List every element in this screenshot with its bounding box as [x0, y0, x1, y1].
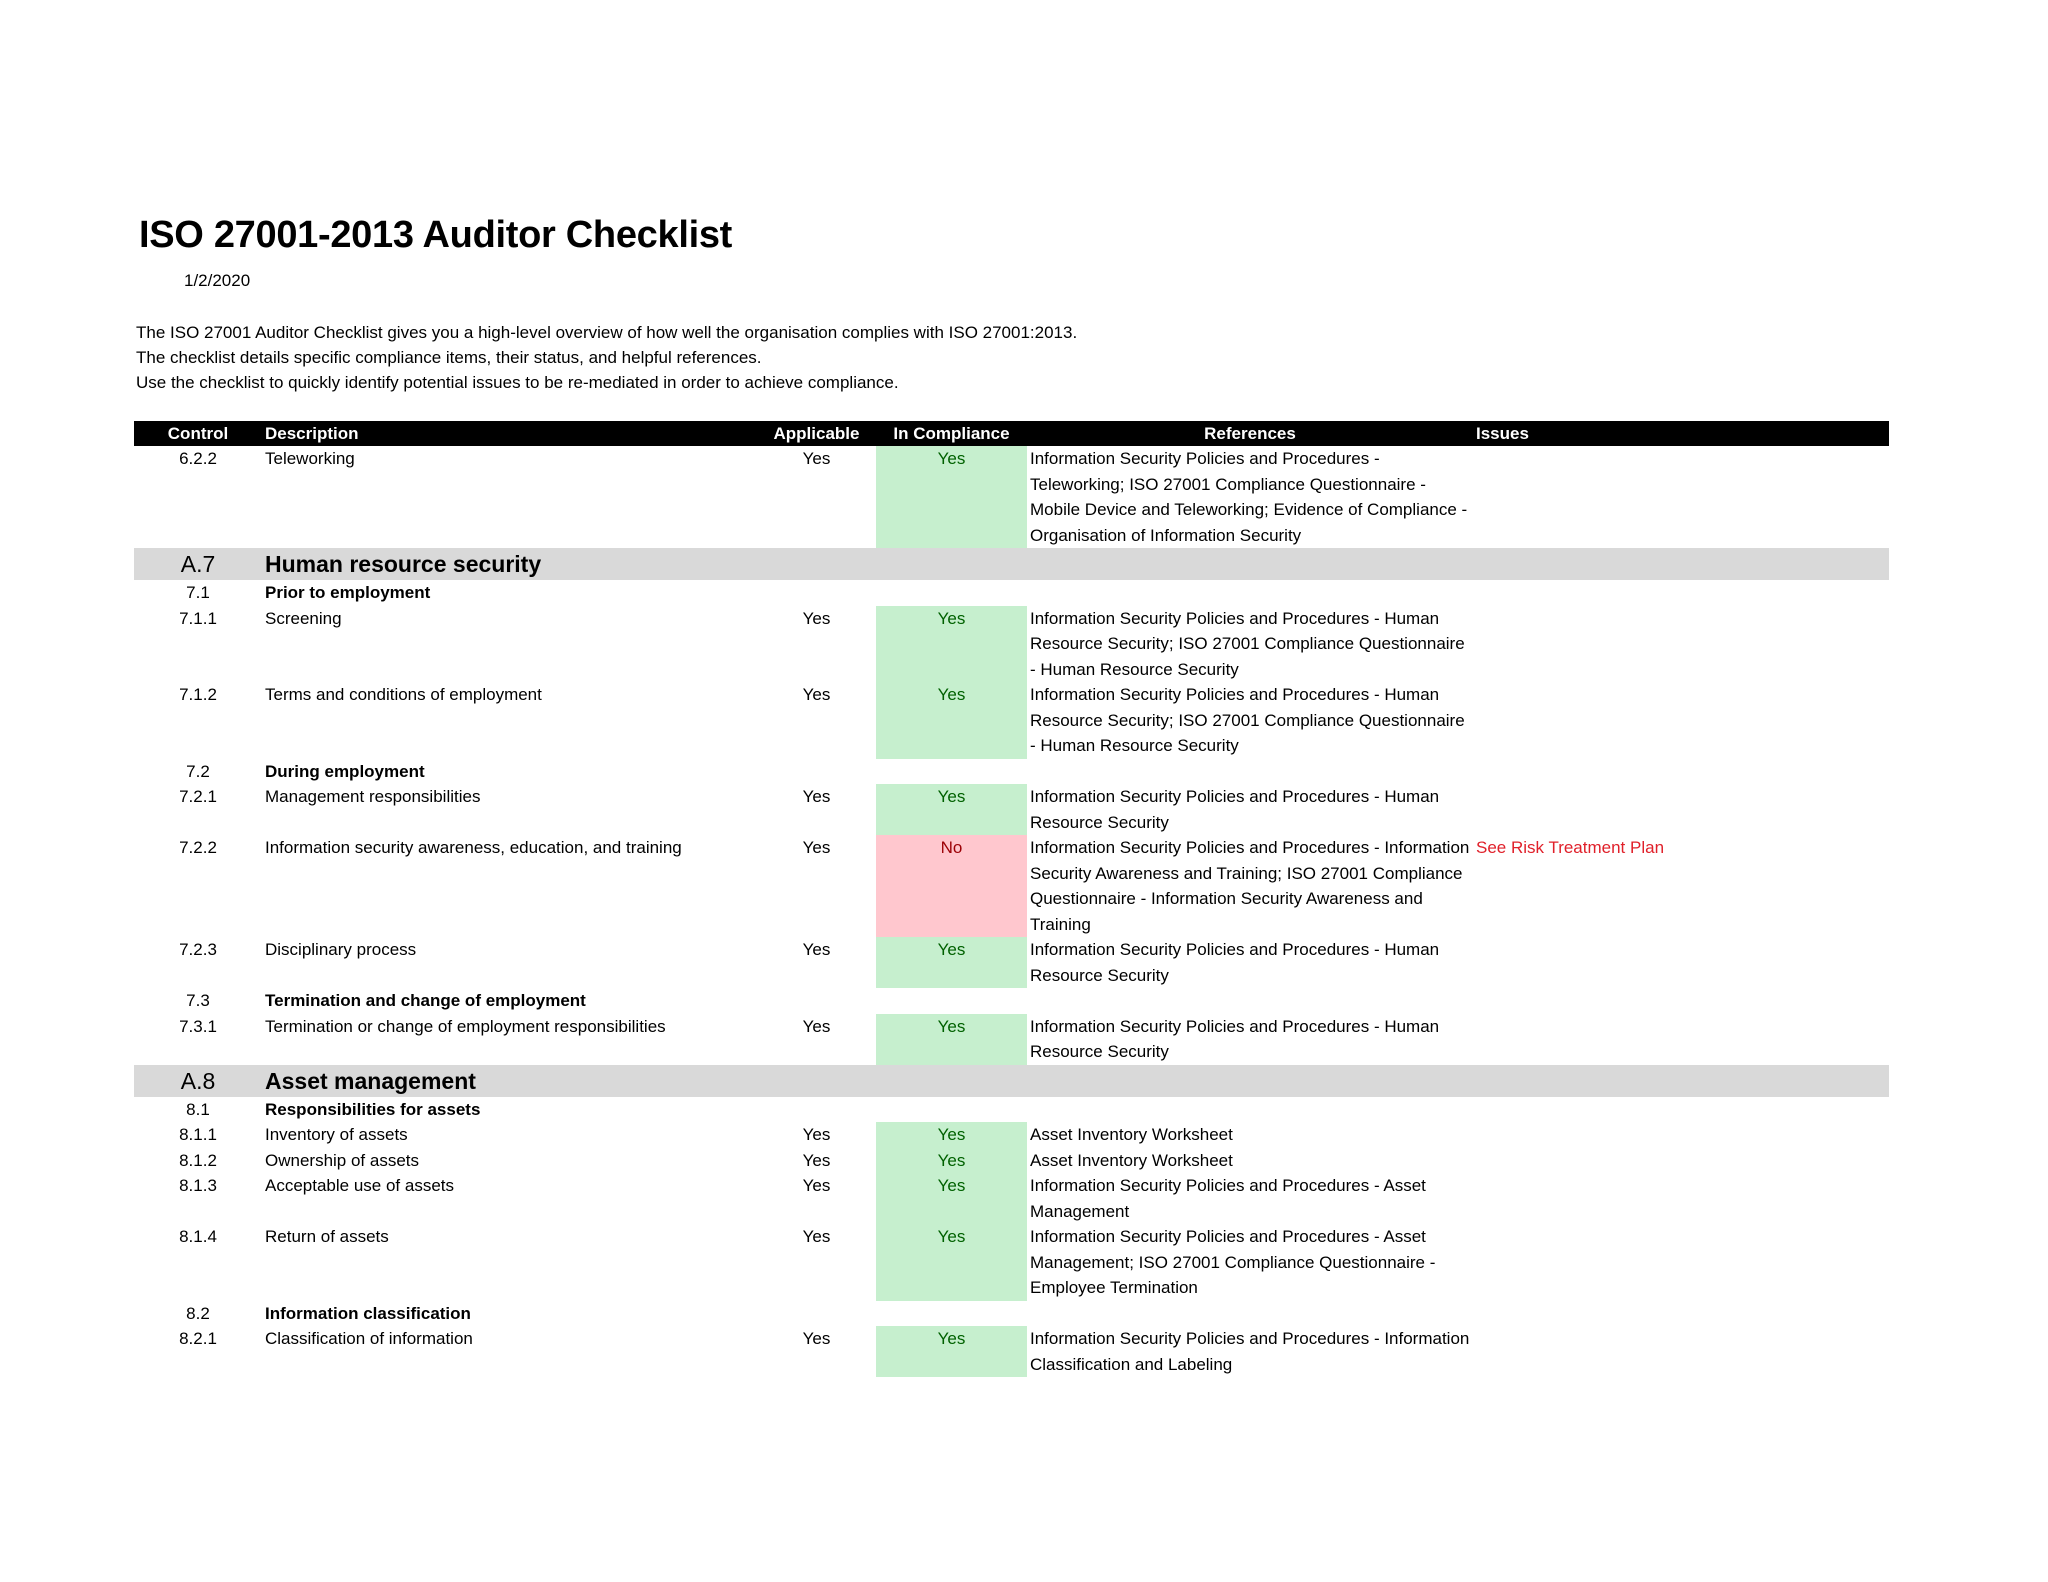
control-id: 8.1.3: [179, 1176, 217, 1195]
subsection-title: Termination and change of employment: [265, 991, 586, 1010]
subsection-control: 7.2: [186, 761, 210, 781]
control-id: 6.2.2: [179, 449, 217, 468]
table-row: [134, 1173, 1889, 1224]
issues-cell: [1473, 682, 1889, 759]
compliance-cell: No: [876, 835, 1027, 937]
compliance-cell: Yes: [876, 1224, 1027, 1301]
applicable-cell: Yes: [802, 1176, 831, 1195]
applicable-cell: Yes: [802, 1016, 831, 1036]
control-id: 8.1.2: [179, 1150, 217, 1170]
issues-cell: [1473, 606, 1889, 683]
applicable-cell: Yes: [802, 685, 831, 704]
references-cell: Information Security Policies and Procedures - Human Resource Security: [1030, 940, 1440, 985]
control-description: Information security awareness, education, and training: [265, 838, 682, 857]
compliance-cell: Yes: [876, 784, 1027, 835]
subsection-row: [134, 1097, 1889, 1123]
applicable-cell: Yes: [802, 1329, 831, 1348]
control-description: Termination or change of employment responsibilities: [265, 1016, 666, 1036]
control-description: Inventory of assets: [265, 1125, 408, 1144]
subsection-control: 7.3: [186, 991, 210, 1010]
table-row: [134, 835, 1889, 937]
applicable-cell: Yes: [802, 940, 831, 959]
intro-line: Use the checklist to quickly identify potential issues to be re-mediated in order to achieve compliance.: [136, 373, 899, 392]
control-description: Screening: [265, 608, 342, 628]
references-cell: Asset Inventory Worksheet: [1030, 1125, 1233, 1144]
references-cell: Information Security Policies and Procedures - Teleworking; ISO 27001 Compliance Questionnaire - Mobile Device and Teleworking; Evidence of Compliance - Organisation of Information Security: [1030, 449, 1468, 545]
references-cell: Information Security Policies and Procedures - Asset Management: [1030, 1176, 1426, 1221]
references-cell: Asset Inventory Worksheet: [1030, 1150, 1233, 1170]
applicable-cell: Yes: [802, 1150, 831, 1170]
compliance-cell: Yes: [876, 1148, 1027, 1174]
compliance-cell: Yes: [876, 682, 1027, 759]
references-cell: Information Security Policies and Procedures - Human Resource Security: [1030, 1016, 1440, 1061]
section-title: Human resource security: [262, 548, 1889, 580]
applicable-cell: Yes: [802, 1125, 831, 1144]
compliance-cell: Yes: [876, 1326, 1027, 1377]
issues-cell: [1473, 1148, 1889, 1174]
applicable-cell: Yes: [802, 787, 831, 806]
subsection-title: Prior to employment: [265, 583, 431, 602]
compliance-cell: Yes: [876, 446, 1027, 548]
checklist-table: [134, 421, 1889, 1377]
subsection-control: 8.2: [186, 1303, 210, 1323]
references-cell: Information Security Policies and Procedures - Human Resource Security: [1030, 787, 1440, 832]
control-description: Terms and conditions of employment: [265, 685, 542, 704]
references-cell: Information Security Policies and Procedures - Asset Management; ISO 27001 Compliance Questionnaire - Employee Termination: [1030, 1227, 1436, 1297]
subsection-control: 8.1: [186, 1099, 210, 1119]
control-id: 7.3.1: [179, 1016, 217, 1036]
references-cell: Information Security Policies and Procedures - Information Security Awareness and Training; ISO 27001 Compliance Questionnaire - Information Security Awareness and Training: [1030, 838, 1470, 934]
references-cell: Information Security Policies and Procedures - Human Resource Security; ISO 27001 Compliance Questionnaire - Human Resource Security: [1030, 685, 1465, 755]
issues-cell: [1473, 937, 1889, 988]
table-row: [134, 1326, 1889, 1377]
control-id: 7.1.1: [179, 608, 217, 628]
section-control: A.7: [134, 548, 262, 580]
control-description: Teleworking: [265, 449, 355, 468]
column-header-applicable: Applicable: [757, 421, 876, 446]
table-header-row: [134, 421, 1889, 446]
issues-cell: [1473, 1122, 1889, 1148]
table-body: [134, 446, 1889, 1377]
table-row: [134, 446, 1889, 548]
control-description: Management responsibilities: [265, 787, 481, 806]
applicable-cell: Yes: [802, 838, 831, 857]
column-header-in-compliance: In Compliance: [876, 421, 1027, 446]
subsection-title: Information classification: [265, 1303, 471, 1323]
issues-cell: [1473, 1326, 1889, 1377]
column-header-references: References: [1027, 421, 1473, 446]
control-id: 8.1.4: [179, 1227, 217, 1246]
compliance-cell: Yes: [876, 1014, 1027, 1065]
column-header-control: Control: [134, 421, 262, 446]
intro-line: The ISO 27001 Auditor Checklist gives you a high-level overview of how well the organisation complies with ISO 27001:2013.: [136, 323, 1078, 342]
table-row: [134, 682, 1889, 759]
compliance-cell: Yes: [876, 937, 1027, 988]
control-id: 7.2.1: [179, 787, 217, 806]
section-control: A.8: [134, 1065, 262, 1097]
control-id: 7.1.2: [179, 685, 217, 704]
compliance-cell: Yes: [876, 1122, 1027, 1148]
subsection-row: [134, 580, 1889, 606]
control-id: 7.2.3: [179, 940, 217, 959]
subsection-control: 7.1: [186, 583, 210, 602]
control-description: Return of assets: [265, 1227, 389, 1246]
document-title: ISO 27001-2013 Auditor Checklist: [139, 214, 733, 256]
subsection-row: [134, 1301, 1889, 1327]
column-header-description: Description: [262, 421, 757, 446]
control-description: Acceptable use of assets: [265, 1176, 455, 1195]
applicable-cell: Yes: [802, 1227, 831, 1246]
table-row: [134, 937, 1889, 988]
control-id: 7.2.2: [179, 838, 217, 857]
compliance-cell: Yes: [876, 1173, 1027, 1224]
issues-cell: [1473, 446, 1889, 548]
column-header-issues: Issues: [1473, 421, 1889, 446]
subsection-row: [134, 988, 1889, 1014]
table-row: [134, 606, 1889, 683]
table-row: [134, 1014, 1889, 1065]
subsection-title: Responsibilities for assets: [265, 1099, 481, 1119]
document-date: 1/2/2020: [184, 271, 251, 290]
control-id: 8.1.1: [179, 1125, 217, 1144]
issues-cell: [1473, 1224, 1889, 1301]
references-cell: Information Security Policies and Procedures - Human Resource Security; ISO 27001 Compliance Questionnaire - Human Resource Security: [1030, 608, 1465, 679]
references-cell: Information Security Policies and Procedures - Information Classification and Labeling: [1030, 1329, 1470, 1374]
compliance-cell: Yes: [876, 606, 1027, 683]
section-header-row: [134, 548, 1889, 580]
intro-text: [136, 320, 1077, 395]
section-header-row: [134, 1065, 1889, 1097]
control-description: Ownership of assets: [265, 1150, 420, 1170]
intro-line: The checklist details specific compliance items, their status, and helpful references.: [136, 348, 762, 367]
table-row: [134, 1148, 1889, 1174]
table-row: [134, 784, 1889, 835]
control-description: Disciplinary process: [265, 940, 417, 959]
applicable-cell: Yes: [802, 608, 831, 628]
issues-cell: [1473, 1173, 1889, 1224]
control-description: Classification of information: [265, 1329, 473, 1348]
control-id: 8.2.1: [179, 1329, 217, 1348]
issues-cell: See Risk Treatment Plan: [1476, 838, 1665, 857]
table-row: [134, 1224, 1889, 1301]
applicable-cell: Yes: [802, 449, 831, 468]
subsection-row: [134, 759, 1889, 785]
table-row: [134, 1122, 1889, 1148]
section-title: Asset management: [262, 1065, 1889, 1097]
subsection-title: During employment: [265, 761, 425, 781]
issues-cell: [1473, 1014, 1889, 1065]
issues-cell: [1473, 784, 1889, 835]
